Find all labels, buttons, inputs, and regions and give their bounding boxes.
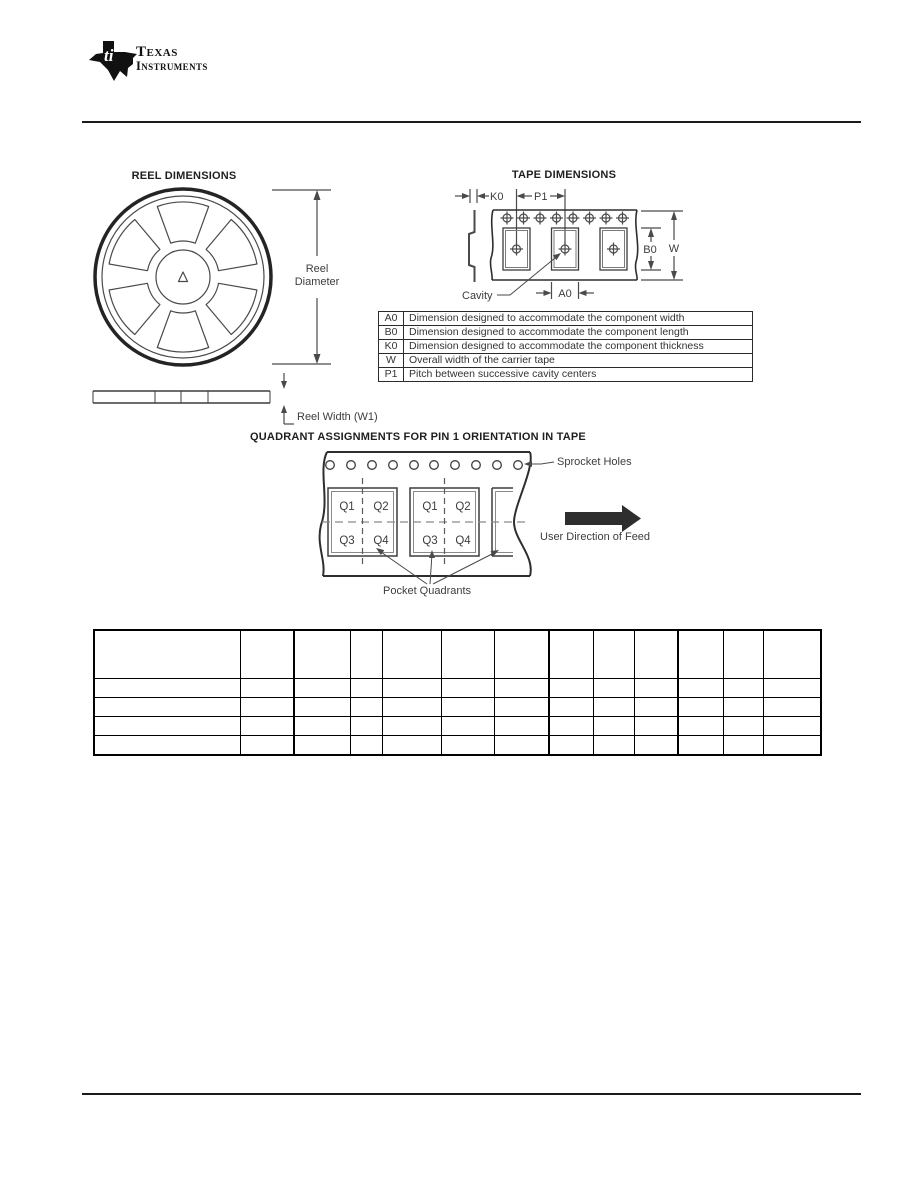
legend-desc: Dimension designed to accommodate the component length xyxy=(404,326,753,340)
pocket2-q2-label: Q2 xyxy=(455,501,471,513)
empty-cell xyxy=(294,679,350,698)
brand-name-texas: Texas xyxy=(136,44,178,60)
tape-dimensions-title: TAPE DIMENSIONS xyxy=(511,169,617,181)
empty-cell xyxy=(441,679,494,698)
empty-cell xyxy=(763,736,821,756)
empty-cell xyxy=(763,630,821,679)
empty-cell xyxy=(94,717,240,736)
table-row xyxy=(94,717,821,736)
pocket2-q1-label: Q1 xyxy=(422,501,438,513)
empty-cell xyxy=(723,736,763,756)
user-direction-of-feed-label: User Direction of Feed xyxy=(540,531,651,543)
empty-cell xyxy=(240,679,294,698)
empty-cell xyxy=(294,630,350,679)
pocket1-q4-label: Q4 xyxy=(373,535,389,547)
empty-cell xyxy=(350,630,382,679)
tape-dimensions-drawing xyxy=(455,189,683,302)
pocket1-q3-label: Q3 xyxy=(339,535,355,547)
empty-cell xyxy=(593,698,634,717)
empty-cell xyxy=(94,630,240,679)
empty-cell xyxy=(350,698,382,717)
reel-width-dimension xyxy=(281,373,294,424)
empty-cell xyxy=(678,698,723,717)
tape-reel-info-table xyxy=(93,629,822,756)
empty-cell xyxy=(634,698,678,717)
empty-cell xyxy=(593,736,634,756)
empty-cell xyxy=(723,679,763,698)
empty-cell xyxy=(94,736,240,756)
empty-cell xyxy=(382,630,441,679)
empty-cell xyxy=(593,630,634,679)
empty-cell xyxy=(382,736,441,756)
reel-front-drawing xyxy=(95,189,271,365)
p1-label: P1 xyxy=(534,191,548,203)
empty-cell xyxy=(94,679,240,698)
w-label: W xyxy=(668,243,680,255)
empty-cell xyxy=(350,679,382,698)
empty-cell xyxy=(240,717,294,736)
empty-cell xyxy=(441,698,494,717)
empty-cell xyxy=(494,679,549,698)
empty-cell xyxy=(678,630,723,679)
empty-cell xyxy=(593,717,634,736)
empty-cell xyxy=(723,630,763,679)
empty-cell xyxy=(593,679,634,698)
empty-cell xyxy=(94,698,240,717)
empty-cell xyxy=(441,736,494,756)
empty-cell xyxy=(240,736,294,756)
legend-code: W xyxy=(379,354,404,368)
empty-cell xyxy=(294,717,350,736)
empty-cell xyxy=(294,698,350,717)
ti-mark-text: ti xyxy=(104,46,114,65)
legend-desc: Pitch between successive cavity centers xyxy=(404,368,753,382)
table-header-row xyxy=(94,630,821,679)
pocket2-q3-label: Q3 xyxy=(422,535,438,547)
empty-cell xyxy=(441,630,494,679)
tape-legend-table xyxy=(378,311,753,382)
legend-code: A0 xyxy=(379,312,404,326)
reel-diameter-dimension xyxy=(272,190,331,364)
reel-side-view xyxy=(93,391,270,403)
k0-label: K0 xyxy=(490,191,504,203)
empty-cell xyxy=(678,679,723,698)
empty-cell xyxy=(763,717,821,736)
empty-cell xyxy=(549,679,593,698)
legend-row-k0 xyxy=(379,340,753,354)
empty-cell xyxy=(549,717,593,736)
quadrant-assignments-title: QUADRANT ASSIGNMENTS FOR PIN 1 ORIENTATION IN TAPE xyxy=(250,431,586,443)
empty-cell xyxy=(382,698,441,717)
empty-cell xyxy=(678,717,723,736)
legend-desc: Dimension designed to accommodate the component thickness xyxy=(404,340,753,354)
empty-cell xyxy=(350,717,382,736)
empty-cell xyxy=(634,679,678,698)
empty-cell xyxy=(350,736,382,756)
empty-cell xyxy=(240,630,294,679)
empty-cell xyxy=(494,630,549,679)
a0-label: A0 xyxy=(558,288,572,300)
legend-row-a0 xyxy=(379,312,753,326)
legend-code: B0 xyxy=(379,326,404,340)
empty-cell xyxy=(634,630,678,679)
legend-code: K0 xyxy=(379,340,404,354)
empty-cell xyxy=(494,698,549,717)
table-row xyxy=(94,736,821,756)
empty-cell xyxy=(723,698,763,717)
empty-cell xyxy=(382,679,441,698)
pocket2-q4-label: Q4 xyxy=(455,535,471,547)
empty-cell xyxy=(441,717,494,736)
sprocket-holes-label: Sprocket Holes xyxy=(557,456,632,468)
table-row xyxy=(94,679,821,698)
legend-desc: Overall width of the carrier tape xyxy=(404,354,753,368)
reel-dimensions-title: REEL DIMENSIONS xyxy=(131,170,237,182)
empty-cell xyxy=(763,698,821,717)
brand-name-instruments: Instruments xyxy=(136,59,208,73)
empty-cell xyxy=(240,698,294,717)
empty-cell xyxy=(634,717,678,736)
reel-width-label: Reel Width (W1) xyxy=(297,411,378,423)
table-row xyxy=(94,698,821,717)
legend-row-b0 xyxy=(379,326,753,340)
empty-cell xyxy=(634,736,678,756)
b0-label: B0 xyxy=(643,244,657,256)
feed-direction-arrow-icon xyxy=(565,505,641,532)
empty-cell xyxy=(723,717,763,736)
pocket1-q2-label: Q2 xyxy=(373,501,389,513)
legend-row-p1 xyxy=(379,368,753,382)
empty-cell xyxy=(382,717,441,736)
legend-desc: Dimension designed to accommodate the component width xyxy=(404,312,753,326)
hub-triangle-icon xyxy=(179,272,188,282)
empty-cell xyxy=(549,630,593,679)
empty-cell xyxy=(549,698,593,717)
empty-cell xyxy=(678,736,723,756)
legend-row-w xyxy=(379,354,753,368)
empty-cell xyxy=(294,736,350,756)
reel-diameter-label: Reel Diameter xyxy=(294,263,340,288)
legend-code: P1 xyxy=(379,368,404,382)
empty-cell xyxy=(494,736,549,756)
quadrant-drawing xyxy=(320,452,641,584)
empty-cell xyxy=(549,736,593,756)
cavity-label: Cavity xyxy=(462,290,493,302)
empty-cell xyxy=(763,679,821,698)
pocket1-q1-label: Q1 xyxy=(339,501,355,513)
pocket-quadrants-label: Pocket Quadrants xyxy=(383,585,472,597)
empty-cell xyxy=(494,717,549,736)
